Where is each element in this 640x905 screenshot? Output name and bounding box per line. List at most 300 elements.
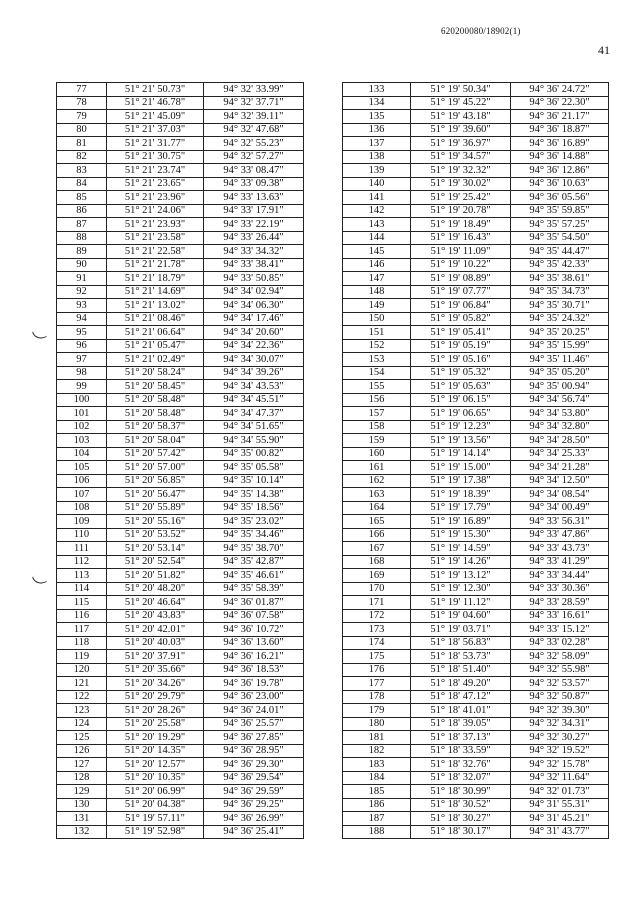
latitude-cell: 51° 18' 32.07" [411, 771, 511, 785]
point-number-cell: 181 [343, 731, 411, 745]
latitude-cell: 51° 20' 12.57" [107, 758, 204, 772]
table-row [343, 258, 609, 272]
longitude-cell: 94° 34' 00.49" [511, 501, 609, 515]
point-number-cell: 132 [57, 825, 107, 839]
table-row [57, 501, 304, 515]
latitude-cell: 51° 19' 05.63" [411, 380, 511, 394]
table-row [57, 177, 304, 191]
table-row [343, 110, 609, 124]
latitude-cell: 51° 18' 33.59" [411, 744, 511, 758]
latitude-cell: 51° 19' 15.00" [411, 461, 511, 475]
longitude-cell: 94° 35' 34.73" [511, 285, 609, 299]
table-row [343, 488, 609, 502]
latitude-cell: 51° 20' 51.82" [107, 569, 204, 583]
longitude-cell: 94° 35' 14.38" [204, 488, 304, 502]
longitude-cell: 94° 36' 01.87" [204, 596, 304, 610]
latitude-cell: 51° 18' 30.52" [411, 798, 511, 812]
point-number-cell: 108 [57, 501, 107, 515]
point-number-cell: 83 [57, 164, 107, 178]
point-number-cell: 153 [343, 353, 411, 367]
latitude-cell: 51° 21' 30.75" [107, 150, 204, 164]
table-row [57, 231, 304, 245]
longitude-cell: 94° 36' 24.72" [511, 83, 609, 97]
longitude-cell: 94° 36' 16.89" [511, 137, 609, 151]
table-row [343, 393, 609, 407]
latitude-cell: 51° 20' 53.14" [107, 542, 204, 556]
table-row [57, 731, 304, 745]
longitude-cell: 94° 31' 45.21" [511, 812, 609, 826]
table-row [57, 204, 304, 218]
table-row [343, 231, 609, 245]
longitude-cell: 94° 35' 30.71" [511, 299, 609, 313]
point-number-cell: 171 [343, 596, 411, 610]
point-number-cell: 177 [343, 677, 411, 691]
latitude-cell: 51° 20' 53.52" [107, 528, 204, 542]
latitude-cell: 51° 19' 04.60" [411, 609, 511, 623]
latitude-cell: 51° 18' 32.76" [411, 758, 511, 772]
longitude-cell: 94° 35' 10.14" [204, 474, 304, 488]
longitude-cell: 94° 32' 39.30" [511, 704, 609, 718]
longitude-cell: 94° 33' 17.91" [204, 204, 304, 218]
table-row [343, 326, 609, 340]
latitude-cell: 51° 21' 23.74" [107, 164, 204, 178]
longitude-cell: 94° 34' 22.36" [204, 339, 304, 353]
latitude-cell: 51° 19' 52.98" [107, 825, 204, 839]
latitude-cell: 51° 19' 06.65" [411, 407, 511, 421]
longitude-cell: 94° 33' 28.59" [511, 596, 609, 610]
point-number-cell: 149 [343, 299, 411, 313]
longitude-cell: 94° 33' 47.86" [511, 528, 609, 542]
latitude-cell: 51° 20' 55.89" [107, 501, 204, 515]
point-number-cell: 126 [57, 744, 107, 758]
latitude-cell: 51° 19' 11.12" [411, 596, 511, 610]
point-number-cell: 82 [57, 150, 107, 164]
point-number-cell: 163 [343, 488, 411, 502]
table-row [57, 434, 304, 448]
point-number-cell: 156 [343, 393, 411, 407]
latitude-cell: 51° 20' 29.79" [107, 690, 204, 704]
point-number-cell: 90 [57, 258, 107, 272]
point-number-cell: 179 [343, 704, 411, 718]
table-row [57, 326, 304, 340]
latitude-cell: 51° 19' 16.43" [411, 231, 511, 245]
point-number-cell: 180 [343, 717, 411, 731]
latitude-cell: 51° 21' 02.49" [107, 353, 204, 367]
longitude-cell: 94° 36' 10.72" [204, 623, 304, 637]
latitude-cell: 51° 21' 18.79" [107, 272, 204, 286]
point-number-cell: 185 [343, 785, 411, 799]
longitude-cell: 94° 32' 58.09" [511, 650, 609, 664]
longitude-cell: 94° 34' 56.74" [511, 393, 609, 407]
table-row [343, 569, 609, 583]
longitude-cell: 94° 34' 39.26" [204, 366, 304, 380]
point-number-cell: 143 [343, 218, 411, 232]
longitude-cell: 94° 32' 30.27" [511, 731, 609, 745]
table-row [343, 690, 609, 704]
latitude-cell: 51° 20' 58.48" [107, 407, 204, 421]
point-number-cell: 168 [343, 555, 411, 569]
latitude-cell: 51° 19' 05.82" [411, 312, 511, 326]
longitude-cell: 94° 36' 22.30" [511, 96, 609, 110]
point-number-cell: 186 [343, 798, 411, 812]
table-row [57, 596, 304, 610]
table-row [57, 245, 304, 259]
longitude-cell: 94° 33' 08.47" [204, 164, 304, 178]
table-row [57, 825, 304, 839]
latitude-cell: 51° 20' 58.24" [107, 366, 204, 380]
latitude-cell: 51° 19' 05.41" [411, 326, 511, 340]
latitude-cell: 51° 20' 43.83" [107, 609, 204, 623]
point-number-cell: 141 [343, 191, 411, 205]
latitude-cell: 51° 21' 08.46" [107, 312, 204, 326]
longitude-cell: 94° 35' 42.87" [204, 555, 304, 569]
table-row [57, 812, 304, 826]
point-number-cell: 140 [343, 177, 411, 191]
longitude-cell: 94° 36' 27.85" [204, 731, 304, 745]
point-number-cell: 121 [57, 677, 107, 691]
longitude-cell: 94° 32' 55.23" [204, 137, 304, 151]
longitude-cell: 94° 32' 01.73" [511, 785, 609, 799]
point-number-cell: 113 [57, 569, 107, 583]
latitude-cell: 51° 19' 16.89" [411, 515, 511, 529]
latitude-cell: 51° 19' 14.59" [411, 542, 511, 556]
longitude-cell: 94° 36' 23.00" [204, 690, 304, 704]
point-number-cell: 158 [343, 420, 411, 434]
latitude-cell: 51° 20' 58.45" [107, 380, 204, 394]
table-row [57, 623, 304, 637]
table-row [343, 785, 609, 799]
point-number-cell: 145 [343, 245, 411, 259]
point-number-cell: 104 [57, 447, 107, 461]
longitude-cell: 94° 36' 28.95" [204, 744, 304, 758]
point-number-cell: 129 [57, 785, 107, 799]
longitude-cell: 94° 34' 12.50" [511, 474, 609, 488]
longitude-cell: 94° 36' 18.87" [511, 123, 609, 137]
table-row [343, 353, 609, 367]
latitude-cell: 51° 19' 34.57" [411, 150, 511, 164]
longitude-cell: 94° 31' 43.77" [511, 825, 609, 839]
longitude-cell: 94° 33' 34.32" [204, 245, 304, 259]
longitude-cell: 94° 34' 45.51" [204, 393, 304, 407]
margin-mark [32, 328, 47, 340]
longitude-cell: 94° 35' 24.32" [511, 312, 609, 326]
table-row [57, 758, 304, 772]
point-number-cell: 162 [343, 474, 411, 488]
point-number-cell: 134 [343, 96, 411, 110]
longitude-cell: 94° 34' 02.94" [204, 285, 304, 299]
point-number-cell: 125 [57, 731, 107, 745]
table-row [343, 299, 609, 313]
latitude-cell: 51° 21' 06.64" [107, 326, 204, 340]
table-row [343, 420, 609, 434]
table-row [343, 366, 609, 380]
longitude-cell: 94° 33' 56.31" [511, 515, 609, 529]
longitude-cell: 94° 36' 19.78" [204, 677, 304, 691]
point-number-cell: 109 [57, 515, 107, 529]
point-number-cell: 77 [57, 83, 107, 97]
table-row [57, 123, 304, 137]
table-row [57, 150, 304, 164]
table-row [57, 285, 304, 299]
table-row [57, 110, 304, 124]
table-row [343, 150, 609, 164]
table-row [57, 461, 304, 475]
latitude-cell: 51° 19' 14.26" [411, 555, 511, 569]
latitude-cell: 51° 20' 56.47" [107, 488, 204, 502]
longitude-cell: 94° 35' 44.47" [511, 245, 609, 259]
latitude-cell: 51° 20' 56.85" [107, 474, 204, 488]
point-number-cell: 88 [57, 231, 107, 245]
point-number-cell: 131 [57, 812, 107, 826]
longitude-cell: 94° 33' 16.61" [511, 609, 609, 623]
latitude-cell: 51° 20' 52.54" [107, 555, 204, 569]
point-number-cell: 112 [57, 555, 107, 569]
table-row [57, 339, 304, 353]
latitude-cell: 51° 20' 48.20" [107, 582, 204, 596]
latitude-cell: 51° 20' 10.35" [107, 771, 204, 785]
point-number-cell: 118 [57, 636, 107, 650]
longitude-cell: 94° 35' 46.61" [204, 569, 304, 583]
latitude-cell: 51° 18' 39.05" [411, 717, 511, 731]
table-row [57, 488, 304, 502]
latitude-cell: 51° 19' 13.56" [411, 434, 511, 448]
longitude-cell: 94° 34' 30.07" [204, 353, 304, 367]
point-number-cell: 187 [343, 812, 411, 826]
table-row [343, 285, 609, 299]
latitude-cell: 51° 21' 23.65" [107, 177, 204, 191]
table-row [57, 798, 304, 812]
table-row [343, 407, 609, 421]
point-number-cell: 85 [57, 191, 107, 205]
latitude-cell: 51° 19' 06.84" [411, 299, 511, 313]
table-row [57, 299, 304, 313]
table-row [343, 663, 609, 677]
point-number-cell: 122 [57, 690, 107, 704]
table-row [343, 731, 609, 745]
latitude-cell: 51° 21' 45.09" [107, 110, 204, 124]
longitude-cell: 94° 32' 33.99" [204, 83, 304, 97]
coordinates-table-right [342, 82, 609, 839]
longitude-cell: 94° 34' 25.33" [511, 447, 609, 461]
latitude-cell: 51° 20' 04.38" [107, 798, 204, 812]
table-row [57, 272, 304, 286]
point-number-cell: 139 [343, 164, 411, 178]
longitude-cell: 94° 36' 29.59" [204, 785, 304, 799]
latitude-cell: 51° 20' 14.35" [107, 744, 204, 758]
table-row [57, 407, 304, 421]
longitude-cell: 94° 35' 58.39" [204, 582, 304, 596]
table-row [57, 312, 304, 326]
table-row [57, 420, 304, 434]
table-row [343, 582, 609, 596]
latitude-cell: 51° 18' 30.27" [411, 812, 511, 826]
table-row [57, 771, 304, 785]
latitude-cell: 51° 20' 55.16" [107, 515, 204, 529]
longitude-cell: 94° 36' 24.01" [204, 704, 304, 718]
point-number-cell: 93 [57, 299, 107, 313]
latitude-cell: 51° 20' 35.66" [107, 663, 204, 677]
point-number-cell: 184 [343, 771, 411, 785]
latitude-cell: 51° 18' 41.01" [411, 704, 511, 718]
latitude-cell: 51° 19' 07.77" [411, 285, 511, 299]
table-row [343, 677, 609, 691]
point-number-cell: 94 [57, 312, 107, 326]
table-row [57, 366, 304, 380]
latitude-cell: 51° 21' 21.78" [107, 258, 204, 272]
point-number-cell: 107 [57, 488, 107, 502]
table-row [343, 447, 609, 461]
longitude-cell: 94° 33' 50.85" [204, 272, 304, 286]
point-number-cell: 86 [57, 204, 107, 218]
point-number-cell: 115 [57, 596, 107, 610]
longitude-cell: 94° 35' 54.50" [511, 231, 609, 245]
latitude-cell: 51° 19' 03.71" [411, 623, 511, 637]
point-number-cell: 111 [57, 542, 107, 556]
table-row [343, 164, 609, 178]
point-number-cell: 92 [57, 285, 107, 299]
longitude-cell: 94° 33' 38.41" [204, 258, 304, 272]
latitude-cell: 51° 19' 12.23" [411, 420, 511, 434]
table-row [343, 474, 609, 488]
latitude-cell: 51° 20' 58.37" [107, 420, 204, 434]
point-number-cell: 120 [57, 663, 107, 677]
table-row [57, 515, 304, 529]
table-row [343, 177, 609, 191]
longitude-cell: 94° 36' 25.41" [204, 825, 304, 839]
table-row [57, 218, 304, 232]
table-row [57, 650, 304, 664]
table-row [343, 636, 609, 650]
table-row [57, 474, 304, 488]
table-row [343, 83, 609, 97]
table-row [343, 191, 609, 205]
point-number-cell: 80 [57, 123, 107, 137]
point-number-cell: 98 [57, 366, 107, 380]
table-row [343, 96, 609, 110]
longitude-cell: 94° 32' 50.87" [511, 690, 609, 704]
longitude-cell: 94° 32' 53.57" [511, 677, 609, 691]
point-number-cell: 174 [343, 636, 411, 650]
latitude-cell: 51° 19' 43.18" [411, 110, 511, 124]
latitude-cell: 51° 19' 17.79" [411, 501, 511, 515]
latitude-cell: 51° 19' 13.12" [411, 569, 511, 583]
latitude-cell: 51° 21' 50.73" [107, 83, 204, 97]
point-number-cell: 128 [57, 771, 107, 785]
longitude-cell: 94° 33' 15.12" [511, 623, 609, 637]
longitude-cell: 94° 33' 34.44" [511, 569, 609, 583]
longitude-cell: 94° 35' 34.46" [204, 528, 304, 542]
latitude-cell: 51° 20' 34.26" [107, 677, 204, 691]
table-row [343, 798, 609, 812]
table-row [57, 636, 304, 650]
table-row [343, 461, 609, 475]
longitude-cell: 94° 35' 38.70" [204, 542, 304, 556]
point-number-cell: 152 [343, 339, 411, 353]
point-number-cell: 151 [343, 326, 411, 340]
table-row [343, 596, 609, 610]
latitude-cell: 51° 19' 10.22" [411, 258, 511, 272]
point-number-cell: 170 [343, 582, 411, 596]
latitude-cell: 51° 20' 46.64" [107, 596, 204, 610]
longitude-cell: 94° 36' 21.17" [511, 110, 609, 124]
latitude-cell: 51° 20' 40.03" [107, 636, 204, 650]
point-number-cell: 99 [57, 380, 107, 394]
latitude-cell: 51° 18' 49.20" [411, 677, 511, 691]
longitude-cell: 94° 34' 28.50" [511, 434, 609, 448]
table-row [343, 137, 609, 151]
longitude-cell: 94° 33' 09.38" [204, 177, 304, 191]
latitude-cell: 51° 18' 30.17" [411, 825, 511, 839]
table-row [57, 353, 304, 367]
longitude-cell: 94° 34' 53.80" [511, 407, 609, 421]
point-number-cell: 144 [343, 231, 411, 245]
latitude-cell: 51° 21' 23.96" [107, 191, 204, 205]
margin-mark [32, 573, 47, 585]
table-row [343, 272, 609, 286]
point-number-cell: 175 [343, 650, 411, 664]
table-row [343, 380, 609, 394]
longitude-cell: 94° 35' 42.33" [511, 258, 609, 272]
longitude-cell: 94° 36' 05.56" [511, 191, 609, 205]
point-number-cell: 160 [343, 447, 411, 461]
page-number: 41 [598, 43, 610, 57]
latitude-cell: 51° 20' 06.99" [107, 785, 204, 799]
point-number-cell: 169 [343, 569, 411, 583]
table-row [57, 677, 304, 691]
longitude-cell: 94° 35' 23.02" [204, 515, 304, 529]
longitude-cell: 94° 35' 38.61" [511, 272, 609, 286]
point-number-cell: 161 [343, 461, 411, 475]
table-row [57, 393, 304, 407]
longitude-cell: 94° 33' 02.28" [511, 636, 609, 650]
longitude-cell: 94° 34' 08.54" [511, 488, 609, 502]
point-number-cell: 100 [57, 393, 107, 407]
latitude-cell: 51° 19' 18.49" [411, 218, 511, 232]
longitude-cell: 94° 33' 22.19" [204, 218, 304, 232]
longitude-cell: 94° 32' 47.68" [204, 123, 304, 137]
latitude-cell: 51° 19' 14.14" [411, 447, 511, 461]
longitude-cell: 94° 34' 51.65" [204, 420, 304, 434]
latitude-cell: 51° 20' 28.26" [107, 704, 204, 718]
point-number-cell: 127 [57, 758, 107, 772]
longitude-cell: 94° 33' 13.63" [204, 191, 304, 205]
longitude-cell: 94° 36' 16.21" [204, 650, 304, 664]
longitude-cell: 94° 32' 34.31" [511, 717, 609, 731]
point-number-cell: 105 [57, 461, 107, 475]
latitude-cell: 51° 19' 08.89" [411, 272, 511, 286]
longitude-cell: 94° 33' 41.29" [511, 555, 609, 569]
latitude-cell: 51° 19' 32.32" [411, 164, 511, 178]
longitude-cell: 94° 35' 15.99" [511, 339, 609, 353]
longitude-cell: 94° 34' 43.53" [204, 380, 304, 394]
table-row [343, 717, 609, 731]
table-row [343, 515, 609, 529]
latitude-cell: 51° 19' 36.97" [411, 137, 511, 151]
table-row [57, 137, 304, 151]
table-row [343, 312, 609, 326]
latitude-cell: 51° 21' 24.06" [107, 204, 204, 218]
coordinates-table-left [56, 82, 304, 839]
point-number-cell: 95 [57, 326, 107, 340]
longitude-cell: 94° 34' 06.30" [204, 299, 304, 313]
longitude-cell: 94° 33' 30.36" [511, 582, 609, 596]
point-number-cell: 182 [343, 744, 411, 758]
latitude-cell: 51° 19' 15.30" [411, 528, 511, 542]
table-row [343, 650, 609, 664]
latitude-cell: 51° 18' 51.40" [411, 663, 511, 677]
table-row [57, 582, 304, 596]
table-row [57, 542, 304, 556]
